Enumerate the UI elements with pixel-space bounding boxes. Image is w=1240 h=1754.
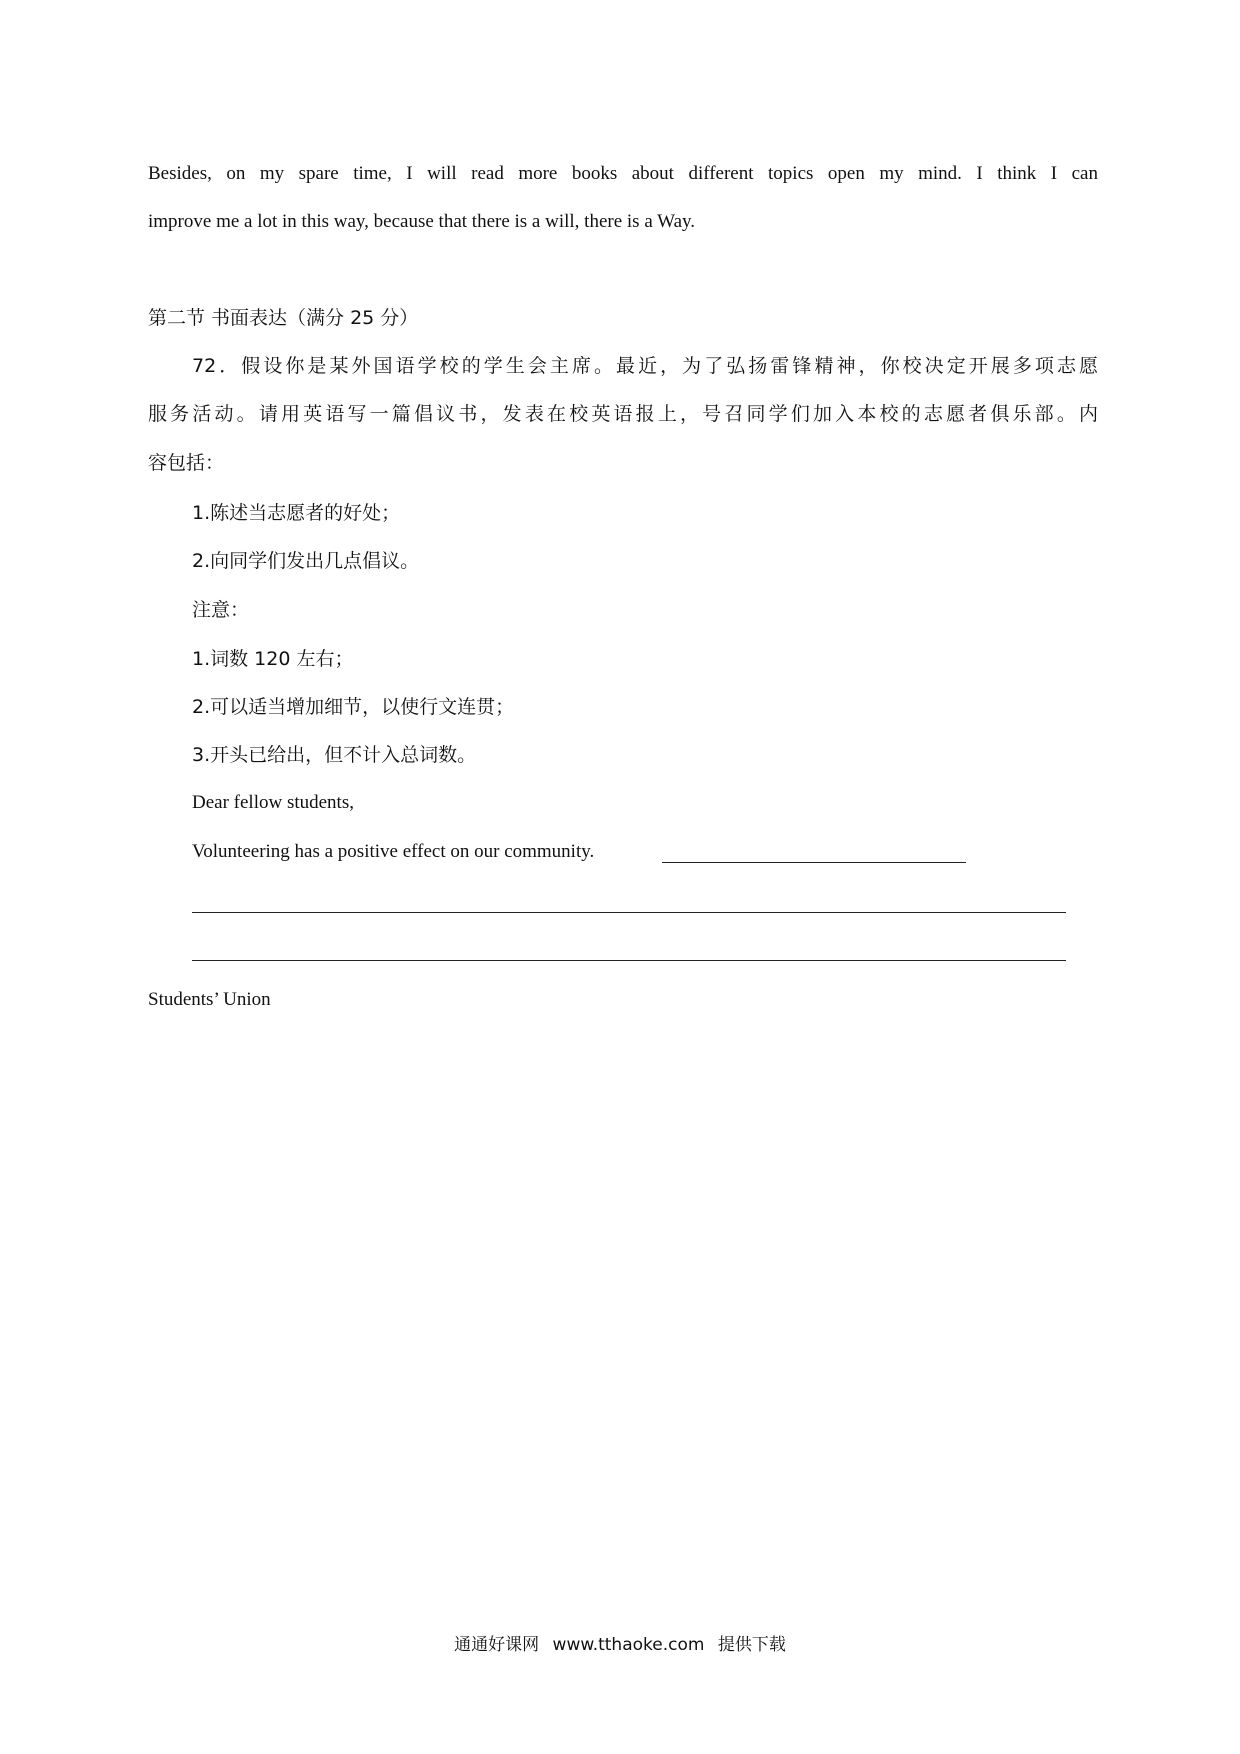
content-item: 1.陈述当志愿者的好处； — [192, 502, 401, 524]
content-item: 2.向同学们发出几点倡议。 — [192, 550, 420, 572]
question-line-2: 服务活动。请用英语写一篇倡议书，发表在校英语报上，号召同学们加入本校的志愿者俱乐部。内 — [148, 403, 1098, 425]
answer-blank-line[interactable] — [192, 960, 1066, 961]
note-item: 3.开头已给出，但不计入总词数。 — [192, 744, 477, 766]
question-line-3: 容包括： — [148, 452, 225, 474]
answer-passage-line-2: improve me a lot in this way, because that there is a will, there is a Way. — [148, 211, 696, 232]
section-heading: 第二节 书面表达（满分 25 分） — [148, 307, 419, 329]
answer-blank-line[interactable] — [662, 862, 966, 863]
letter-greeting: Dear fellow students, — [192, 792, 354, 813]
footer-site-name: 通通好课网 — [454, 1635, 540, 1655]
letter-signature: Students’ Union — [148, 989, 271, 1010]
notes-title: 注意： — [192, 599, 250, 621]
footer-suffix: 提供下载 — [717, 1635, 786, 1655]
note-item: 2.可以适当增加细节，以使行文连贯； — [192, 696, 515, 718]
note-item: 1.词数 120 左右； — [192, 648, 354, 670]
answer-blank-line[interactable] — [192, 912, 1066, 913]
answer-passage-line-1: Besides, on my spare time, I will read more books about different topics open my mind. I think I can — [148, 163, 1098, 184]
footer-url[interactable]: www.tthaoke.com — [552, 1635, 705, 1655]
question-line-1: 72．假设你是某外国语学校的学生会主席。最近，为了弘扬雷锋精神，你校决定开展多项志愿 — [192, 355, 1098, 377]
letter-opening: Volunteering has a positive effect on our community. — [192, 841, 595, 862]
page-footer — [0, 1630, 1240, 1655]
